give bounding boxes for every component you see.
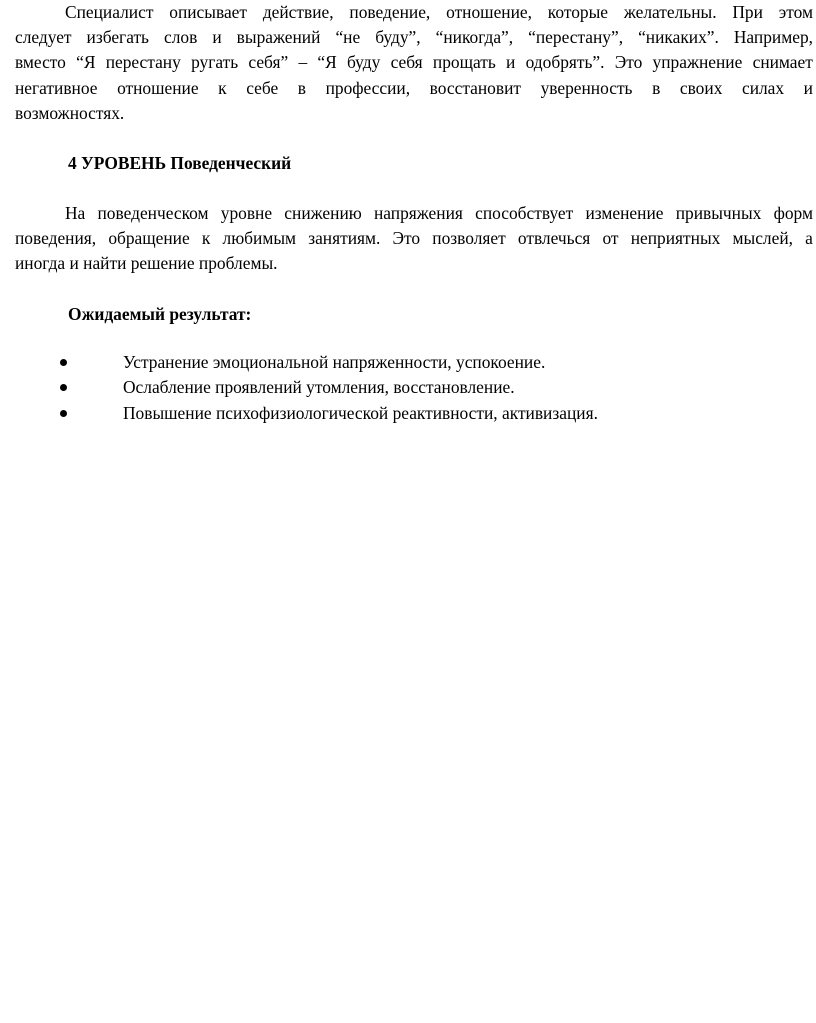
paragraph-line: иногда и найти решение проблемы. (15, 253, 278, 274)
word: неприятных (630, 228, 721, 249)
word: – (298, 52, 308, 73)
word: в (652, 77, 661, 98)
expected-result-list (0, 350, 816, 426)
word: отношение, (446, 2, 532, 22)
word: себя (390, 52, 423, 73)
paragraph-line (15, 226, 813, 251)
word: уверенность (540, 77, 633, 98)
word: одобрять”. (525, 52, 605, 73)
word: ругать (191, 52, 239, 73)
word: изменение (585, 203, 664, 223)
word: к (218, 77, 227, 98)
word: “никаких”. (638, 27, 719, 48)
paragraph-line (15, 201, 813, 226)
paragraph-behavioral-level (15, 201, 813, 277)
word: следует (15, 27, 72, 48)
word: “не (335, 27, 361, 48)
word: Специалист (65, 2, 154, 22)
list-item-text: Устранение эмоциональной напряженности, успокоение. (123, 352, 546, 372)
word: буду (346, 52, 381, 73)
word: “перестану”, (528, 27, 624, 48)
word: силах (741, 77, 785, 98)
word: и (803, 77, 813, 98)
word: буду”, (375, 27, 421, 48)
word: желательны. (623, 2, 717, 22)
bullet-icon (60, 359, 67, 366)
paragraph-line (15, 0, 813, 25)
word: Это (614, 52, 643, 73)
word: обращение (108, 228, 190, 249)
word: избегать (86, 27, 149, 48)
word: действие, (262, 2, 334, 22)
word: упражнение (652, 52, 743, 73)
word: снижению (284, 203, 362, 223)
list-item-text: Повышение психофизиологической реактивности, активизация. (123, 402, 598, 423)
word: своих (679, 77, 723, 98)
word: форм (773, 203, 813, 223)
word: себе (246, 77, 279, 98)
word: этом (778, 2, 813, 22)
word: восстановит (429, 77, 521, 98)
word: вместо (15, 52, 66, 73)
word: любимым (222, 228, 297, 249)
word: “никогда”, (435, 27, 514, 48)
word: поведения, (15, 228, 97, 249)
list-item (0, 350, 816, 375)
word: позволяет (432, 228, 506, 249)
word: “Я (76, 52, 96, 73)
word: снимает (752, 52, 813, 73)
word: которые (547, 2, 608, 22)
word: Например, (733, 27, 813, 48)
list-item-text: Ослабление проявлений утомления, восстановление. (123, 377, 515, 398)
word: поведение, (349, 2, 431, 22)
word: перестану (105, 52, 181, 73)
word: негативное (15, 77, 98, 98)
word: и (212, 27, 222, 48)
list-item (0, 375, 816, 400)
word: выражений (236, 27, 321, 48)
paragraph-specialist-description (15, 0, 813, 126)
word: отвлечься (517, 228, 591, 249)
expected-result-heading: Ожидаемый результат: (68, 304, 252, 324)
word: Это (392, 228, 421, 249)
word: занятиям. (308, 228, 381, 249)
bullet-icon (60, 384, 67, 391)
word: и (506, 52, 516, 73)
list-item (0, 401, 816, 426)
word: напряжения (373, 203, 463, 223)
paragraph-line (15, 25, 813, 50)
word: а (805, 228, 813, 249)
word: На (65, 203, 86, 223)
word: себя” (248, 52, 289, 73)
word: к (201, 228, 211, 249)
word: описывает (169, 2, 247, 22)
word: способствует (475, 203, 574, 223)
paragraph-line: возможностях. (15, 102, 125, 123)
word: При (732, 2, 763, 22)
word: отношение (117, 77, 199, 98)
word: в (297, 77, 306, 98)
word: мыслей, (732, 228, 793, 249)
word: профессии, (325, 77, 411, 98)
section-heading: 4 УРОВЕНЬ Поведенческий (68, 153, 292, 173)
word: “Я (317, 52, 337, 73)
paragraph-line (15, 50, 813, 75)
word: привычных (675, 203, 762, 223)
word: слов (164, 27, 198, 48)
paragraph-line (15, 76, 813, 101)
bullet-icon (60, 410, 67, 417)
word: поведенческом (97, 203, 209, 223)
word: от (602, 228, 619, 249)
word: прощать (432, 52, 496, 73)
word: уровне (220, 203, 273, 223)
